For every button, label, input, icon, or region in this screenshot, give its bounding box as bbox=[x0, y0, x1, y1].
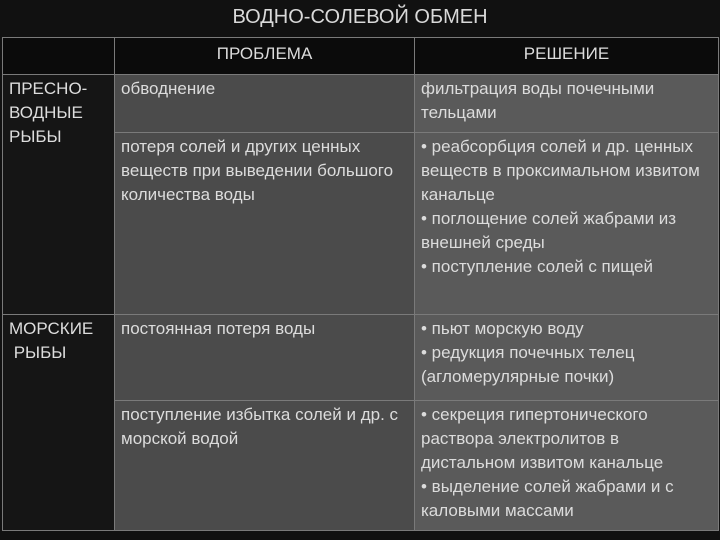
solution-item: • секреция гипертонического раствора электролитов в дистальном извитом канальце bbox=[421, 405, 664, 472]
group-label-line: ВОДНЫЕ bbox=[9, 103, 83, 122]
water-salt-table bbox=[2, 37, 719, 531]
group-label-line: РЫБЫ bbox=[9, 343, 67, 362]
solution-item: • поглощение солей жабрами из внешней среды bbox=[421, 209, 677, 252]
solution-cell bbox=[415, 401, 719, 531]
solution-cell bbox=[415, 133, 719, 315]
group-label-line: ПРЕСНО- bbox=[9, 79, 88, 98]
group-label-marine bbox=[3, 315, 115, 531]
group-label-line: МОРСКИЕ bbox=[9, 319, 94, 338]
problem-cell: поступление избытка солей и др. с морской водой bbox=[115, 401, 415, 531]
problem-cell: потеря солей и других ценных веществ при выведении большого количества воды bbox=[115, 133, 415, 315]
solution-item: • реабсорбция солей и др. ценных веществ в проксимальном извитом канальце bbox=[421, 137, 700, 204]
solution-item: • пьют морскую воду bbox=[421, 319, 584, 338]
problem-cell: обводнение bbox=[115, 75, 415, 133]
solution-item: • выделение солей жабрами и с каловыми массами bbox=[421, 477, 674, 520]
solution-cell bbox=[415, 75, 719, 133]
table-row bbox=[3, 75, 719, 133]
header-row bbox=[3, 38, 719, 75]
problem-cell: постоянная потеря воды bbox=[115, 315, 415, 401]
group-label-line: РЫБЫ bbox=[9, 127, 62, 146]
slide-title: ВОДНО-СОЛЕВОЙ ОБМЕН bbox=[232, 6, 488, 28]
solution-item: • редукция почечных телец (агломерулярные почки) bbox=[421, 343, 635, 386]
solution-cell bbox=[415, 315, 719, 401]
group-label-freshwater bbox=[3, 75, 115, 315]
header-problem: ПРОБЛЕМА bbox=[115, 38, 415, 75]
solution-item: • поступление солей с пищей bbox=[421, 257, 653, 276]
solution-item: фильтрация воды почечными тельцами bbox=[421, 79, 655, 122]
table-row bbox=[3, 315, 719, 401]
header-solution: РЕШЕНИЕ bbox=[415, 38, 719, 75]
header-empty-cell bbox=[3, 38, 115, 75]
